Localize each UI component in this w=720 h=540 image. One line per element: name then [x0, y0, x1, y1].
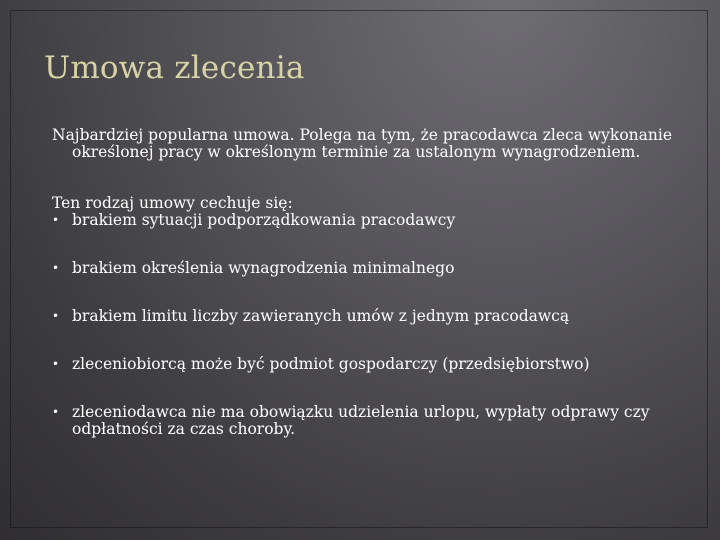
bullet-icon: •: [52, 405, 60, 419]
list-item-text: zleceniodawca nie ma obowiązku udzielenia urlopu, wypłaty odprawy czy odpłatności za czas choroby.: [72, 403, 650, 438]
bullet-icon: •: [52, 357, 60, 371]
slide-content: [52, 127, 672, 438]
list-item: [52, 404, 672, 438]
intro-paragraph: Najbardziej popularna umowa. Polega na tym, że pracodawca zleca wykonanie określonej pracy w określonym terminie za ustalonym wynagrodzeniem.: [52, 126, 672, 161]
features-intro: Ten rodzaj umowy cechuje się:: [52, 194, 293, 212]
slide-title: Umowa zlecenia: [44, 50, 305, 86]
list-item: [52, 308, 672, 325]
features-list: [52, 212, 672, 438]
list-item-text: brakiem limitu liczby zawieranych umów z jednym pracodawcą: [72, 307, 570, 325]
list-item-text: brakiem sytuacji podporządkowania pracodawcy: [72, 211, 456, 229]
list-item: [52, 356, 672, 373]
list-item: [52, 260, 672, 277]
bullet-icon: •: [52, 213, 60, 227]
list-item-text: zleceniobiorcą może być podmiot gospodarczy (przedsiębiorstwo): [72, 355, 590, 373]
bullet-icon: •: [52, 309, 60, 323]
list-item: [52, 212, 672, 229]
list-item-text: brakiem określenia wynagrodzenia minimalnego: [72, 259, 455, 277]
bullet-icon: •: [52, 261, 60, 275]
